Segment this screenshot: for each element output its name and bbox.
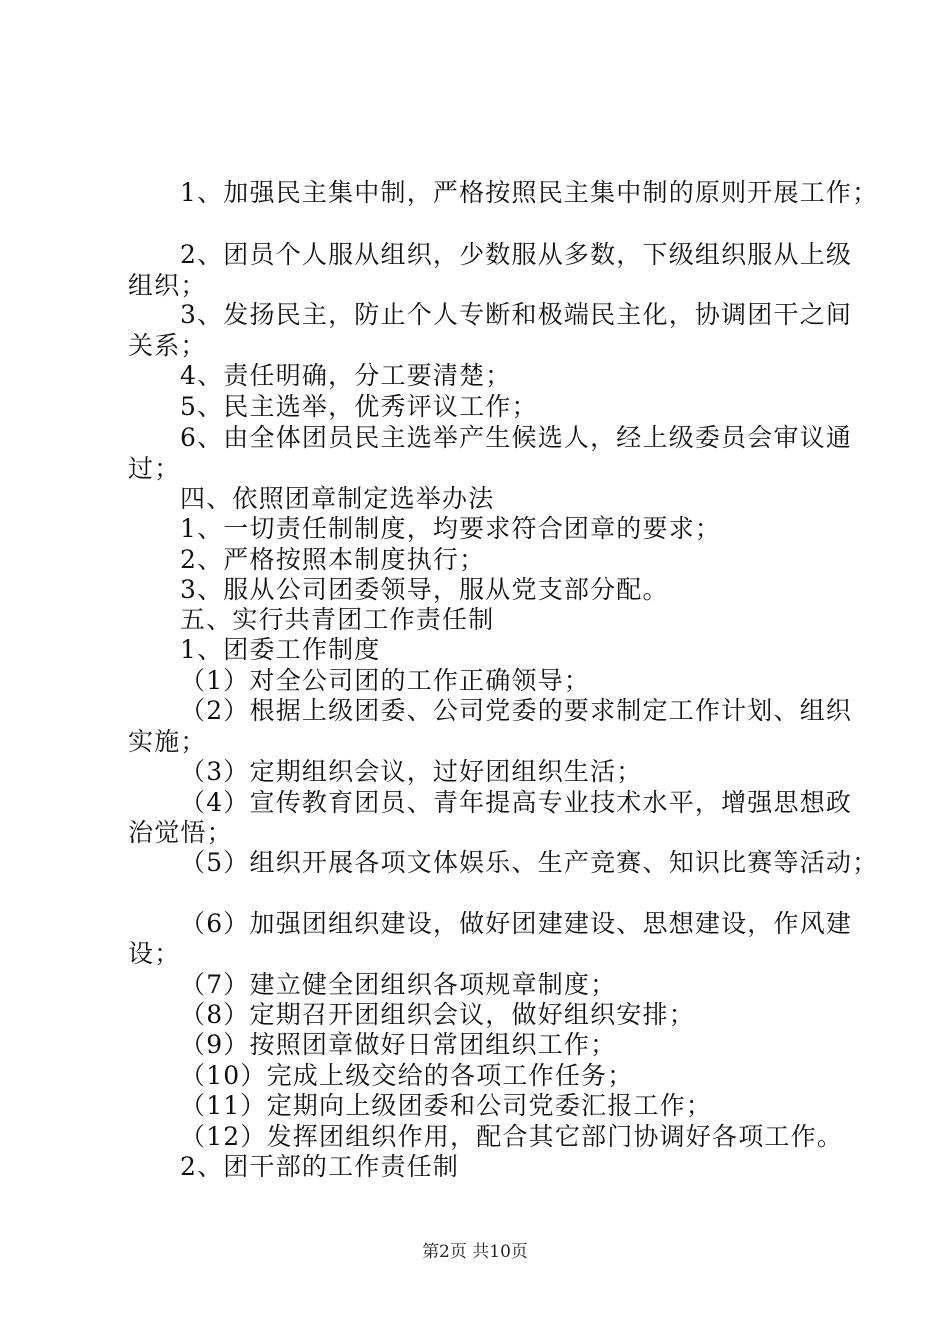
section-heading-5: 五、实行共青团工作责任制 xyxy=(180,605,495,634)
text-line-26: （8）定期召开团组织会议，做好组织安排； xyxy=(180,1000,695,1029)
text-line-9: 过； xyxy=(128,454,181,483)
text-line-3: 组织； xyxy=(128,271,207,300)
text-line-27: （9）按照团章做好日常团组织工作； xyxy=(180,1030,617,1059)
text-line-2: 2、团员个人服从组织，少数服从多数，下级组织服从上级 xyxy=(180,240,853,269)
text-line-24: 设； xyxy=(128,939,181,968)
text-line-1: 1、加强民主集中制，严格按照民主集中制的原则开展工作； xyxy=(180,178,879,207)
text-line-17: （2）根据上级团委、公司党委的要求制定工作计划、组织 xyxy=(180,696,853,725)
text-line-29: （11）定期向上级团委和公司党委汇报工作； xyxy=(180,1091,713,1120)
text-line-22: （5）组织开展各项文体娱乐、生产竞赛、知识比赛等活动； xyxy=(180,848,879,877)
text-line-6: 4、责任明确，分工要清楚； xyxy=(180,361,512,390)
text-line-4: 3、发扬民主，防止个人专断和极端民主化，协调团干之间 xyxy=(180,300,853,329)
text-line-15: 1、团委工作制度 xyxy=(180,635,381,664)
text-line-25: （7）建立健全团组织各项规章制度； xyxy=(180,970,617,999)
text-line-30: （12）发挥团组织作用，配合其它部门协调好各项工作。 xyxy=(180,1122,844,1151)
text-line-19: （3）定期组织会议，过好团组织生活； xyxy=(180,757,643,786)
section-heading-4: 四、依照团章制定选举办法 xyxy=(180,484,495,513)
text-line-28: （10）完成上级交给的各项工作任务； xyxy=(180,1061,634,1090)
page-number-footer: 第2页 共10页 xyxy=(422,1242,528,1262)
text-line-7: 5、民主选举，优秀评议工作； xyxy=(180,392,538,421)
text-line-23: （6）加强团组织建设，做好团建建设、思想建设，作风建 xyxy=(180,909,853,938)
text-line-21: 治觉悟； xyxy=(128,818,233,847)
text-line-13: 3、服从公司团委领导，服从党支部分配。 xyxy=(180,575,669,604)
text-line-11: 1、一切责任制制度，均要求符合团章的要求； xyxy=(180,514,722,543)
text-line-8: 6、由全体团员民主选举产生候选人，经上级委员会审议通 xyxy=(180,423,853,452)
text-line-20: （4）宣传教育团员、青年提高专业技术水平，增强思想政 xyxy=(180,788,853,817)
text-line-31: 2、团干部的工作责任制 xyxy=(180,1152,460,1181)
text-line-12: 2、严格按照本制度执行； xyxy=(180,545,486,574)
text-line-16: （1）对全公司团的工作正确领导； xyxy=(180,666,591,695)
text-line-18: 实施； xyxy=(128,727,207,756)
text-line-5: 关系； xyxy=(128,331,207,360)
